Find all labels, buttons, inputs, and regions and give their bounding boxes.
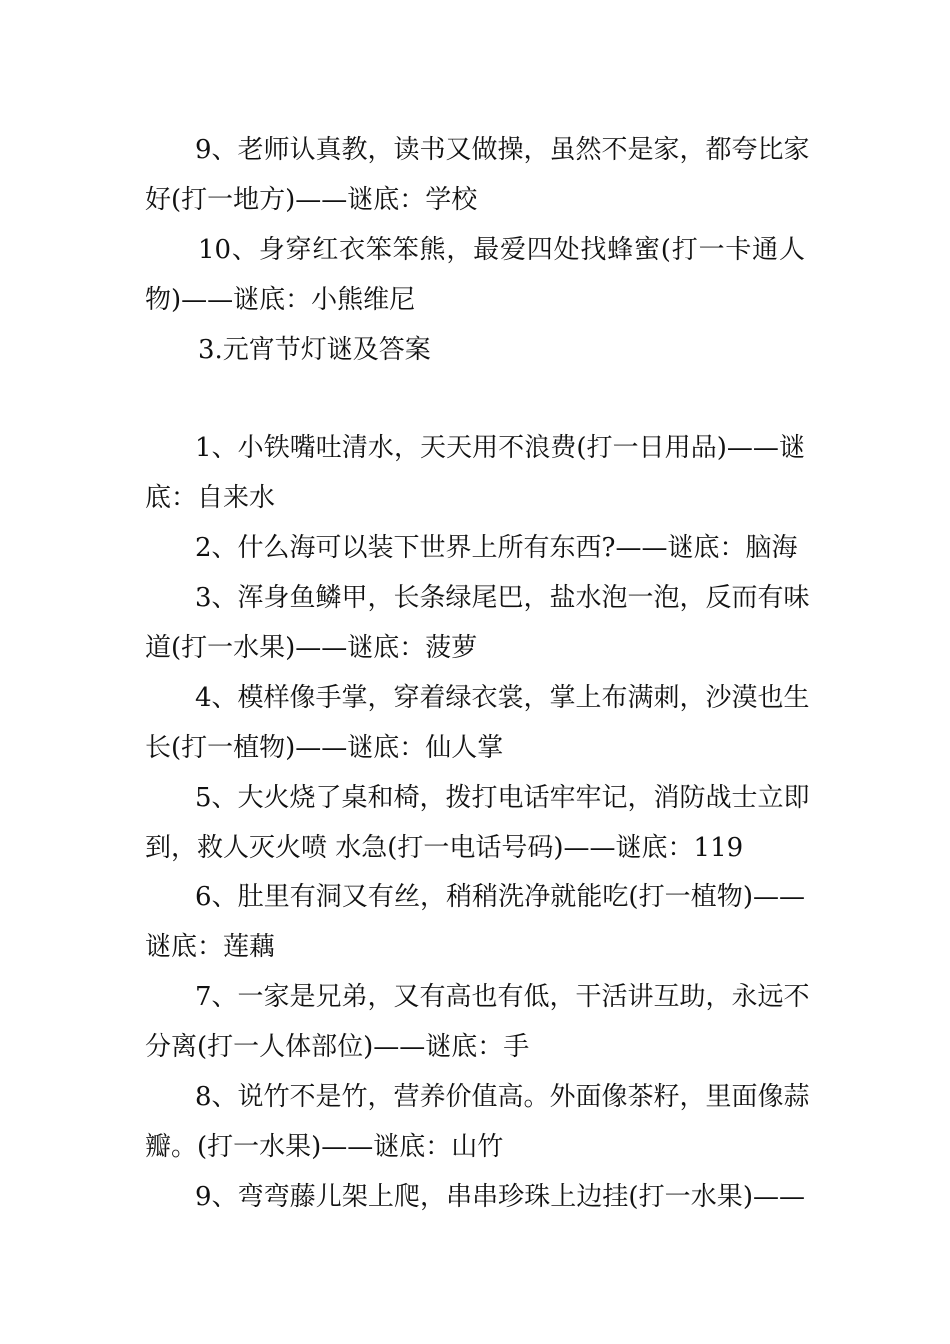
text-line-content: 9、老师认真教，读书又做操，虽然不是家，都夸比家 — [195, 135, 810, 165]
text-line-content: 6、肚里有洞又有丝，稍稍洗净就能吃(打一植物)—— — [195, 882, 805, 912]
section-heading — [0, 330, 950, 370]
text-line — [0, 877, 950, 917]
text-line-content: 长(打一植物)——谜底：仙人掌 — [145, 733, 504, 763]
text-line-content: 道(打一水果)——谜底：菠萝 — [145, 633, 478, 663]
text-line-content: 5、大火烧了桌和椅，拨打电话牢牢记，消防战士立即 — [195, 783, 810, 813]
text-line — [0, 478, 950, 518]
text-line-content: 4、模样像手掌，穿着绿衣裳，掌上布满刺，沙漠也生 — [195, 683, 810, 713]
text-line — [0, 1077, 950, 1117]
text-line — [0, 180, 950, 220]
text-line — [0, 1027, 950, 1067]
text-line-content: 谜底：莲藕 — [145, 932, 276, 962]
section-heading-text: 3.元宵节灯谜及答案 — [198, 335, 431, 365]
text-line-content: 1、小铁嘴吐清水，天天用不浪费(打一日用品)——谜 — [195, 433, 805, 463]
text-line — [0, 130, 950, 170]
text-line — [0, 977, 950, 1017]
text-line — [0, 628, 950, 668]
text-line — [0, 728, 950, 768]
text-line — [0, 230, 950, 270]
text-line-content: 底：自来水 — [145, 483, 276, 513]
text-line — [0, 778, 950, 818]
text-line — [0, 927, 950, 967]
text-line-content: 7、一家是兄弟，又有高也有低，干活讲互助，永远不 — [195, 982, 810, 1012]
text-line-content: 10、身穿红衣笨笨熊，最爱四处找蜂蜜(打一卡通人 — [198, 235, 805, 265]
text-line-content: 2、什么海可以装下世界上所有东西?——谜底：脑海 — [195, 533, 798, 563]
text-line-content: 到，救人灭火喷 水急(打一电话号码)——谜底：119 — [145, 833, 744, 863]
text-line-content: 9、弯弯藤儿架上爬，串串珍珠上边挂(打一水果)—— — [195, 1182, 805, 1212]
text-line — [0, 1127, 950, 1167]
text-line-content: 好(打一地方)——谜底：学校 — [145, 185, 478, 215]
text-line — [0, 280, 950, 320]
text-line — [0, 678, 950, 718]
text-line — [0, 578, 950, 618]
text-line-content: 8、说竹不是竹，营养价值高。外面像茶籽，里面像蒜 — [195, 1082, 810, 1112]
text-line — [0, 428, 950, 468]
text-line — [0, 528, 950, 568]
text-line — [0, 1177, 950, 1217]
text-line-content: 瓣。(打一水果)——谜底：山竹 — [145, 1132, 504, 1162]
text-line-content: 物)——谜底：小熊维尼 — [145, 285, 416, 315]
text-line-content: 3、浑身鱼鳞甲，长条绿尾巴，盐水泡一泡，反而有味 — [195, 583, 810, 613]
text-line-content: 分离(打一人体部位)——谜底：手 — [145, 1032, 530, 1062]
text-line — [0, 828, 950, 868]
